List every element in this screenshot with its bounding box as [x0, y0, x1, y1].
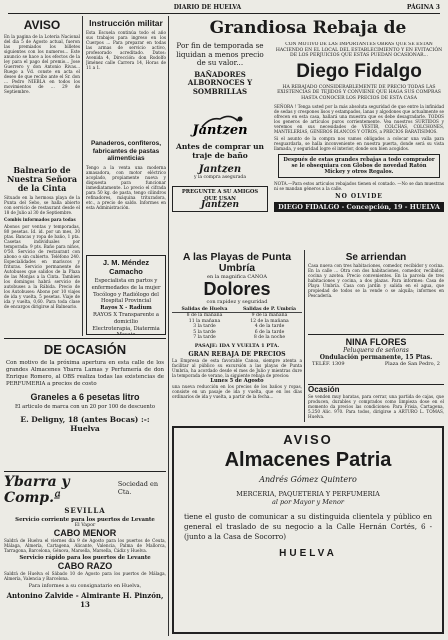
ocasion-wide-note: El articulo de marca con un 20 por 100 de descuento	[15, 404, 155, 410]
grandiosa-items: BAÑADORES ALBORNOCES Y SOMBRILLAS	[187, 69, 253, 96]
balneario-extra: Abonos por ventas y temporadas, 80 pesetas. Id. id. por un mes, 30 ptas. Bancas y ropa de baño, 1 pta. Casetas individuales por temporada: 9 pts. Baño para niños, 0'50. Servicio de restaurant con abono o sin cubierto. Teléfono 240. Especialidades en mariscos y frituras. Servicio permanente de Autobuses que salidos de la Plaza de las Monjas a la Cinta. Tambien los domingos habrá servicio de autobuses a la Rábida. Precio de los Autobuses: Abono por 10 viajes de ida y vuelta, 5 pesetas. Viaje de ida y vuelta, 0,60. Para toda clase de encargos dirigirse al Balneario.	[4, 224, 80, 309]
ybarra-service1: Servicio corriente para los puertos de Levante	[15, 517, 155, 523]
fidalgo-note: Si el asunto de la compra nos vamos obligados a colocar una valla para resguardarla, se halla inconveniente en nuestra puerta, donde será su vista llamada, y seguridad logre el interior, donde son bien acogidos.	[274, 135, 444, 151]
punta-times-head: Salidas de P. Umbría	[242, 307, 296, 312]
balneario-title: Balneario de Nuestra Señora de la Cinta	[6, 166, 78, 193]
fidalgo-boxed: Después de estas grandes rebajas a todo comprador se le obsequiara con Globos de novedad Ratón Mickey y otros Regalos.	[278, 154, 440, 179]
punta-sub2: con rapidez y seguridad	[206, 299, 268, 305]
ocasion-wide-body: Con motivo de la próxima apertura en esta calle de los grandes Almacenes Ybarra Lamas y Perfumería de don Enrique Romero, al OBS realiza todas las existencias de PERFUMERIA a precios de costo	[6, 360, 164, 387]
punta-times-cell: 11 la mañana	[188, 318, 221, 324]
patria-body: tiene el gusto de comunicar a su distinguida clientela y público en general el traslado de su negocio a la Calle Hernán Cortés, 6 - (junto a la Casa de Socorro)	[184, 512, 432, 541]
punta-name: Dolores	[203, 279, 271, 299]
page-header	[8, 4, 440, 14]
aviso-left-title: AVISO	[23, 18, 61, 32]
aviso-left-body: En la pagina de la Loteria Nacional del dia 5 de Agosto actual, fueron las premiados los billetes siguientes con los numeros... Este anuncio se hace a los efectos de la ley para el pago del premio... Jose Guerrero y don Antonio Rivas... Ruego a Vd. conste en acta el deseo de que recibo ante el Sr. don ... Pedro NIEBLA en todos los movimientos de ... 29 de Septiembre.	[4, 34, 80, 94]
punta-grande-body: La Empresa de esta favorable Canoa, siempre atenta a facilitar al público su excursión a las playas de Punta Umbría, ha acordado desde el mes de Julio y mientras dure la temporada de verano, la siguiente rebaja de precios:	[172, 357, 302, 378]
ybarra-city: SEVILLA	[64, 506, 106, 515]
punta-times-cell: 12 de la mañana	[250, 318, 289, 324]
arriendan-body: Casa nueva con tres habitaciones, comedor, recibidor y cocina. En la calle ... Otra con dos habitaciones, comedor, recibidor, cocina y azotea. Precio convenientes. En la parcela de tres habitaciones y cocina, a dos plazas. Para informes: Casa de Playa Umbría. Casa con jardín y salida en el agua, que propiedad de todos se la vende o se alquila; informes en Pescadería.	[308, 263, 444, 298]
ocasion-small-body: Se venden muy baratas, para cerrar, una partida de cajas, que producen, durables y comprados como limpieza dose en el momento da precios las condiciones: Para Frisia, Cartagena, 5.250 Alic. 970. Para todos, dirigirse a ARTURO L. TOMAS, Huelva.	[308, 394, 444, 419]
grandiosa-footer: PREGUNTE A SU AMIGOS QUE USAN	[181, 189, 259, 202]
column-rule	[304, 250, 305, 422]
fidalgo-address: DIEGO FIDALGO - Concepción, 19 - HUELVA	[274, 202, 444, 212]
patria-aviso-title: AVISO	[283, 432, 333, 447]
punta-times-row	[172, 335, 302, 341]
mendez-lines	[89, 278, 163, 335]
patria-store: Almacenes Patria	[224, 449, 392, 471]
mendez-ad	[86, 255, 166, 335]
instruccion-title: Instrucción militar	[89, 18, 163, 28]
mendez-title: J. M. Méndez Camacho	[102, 258, 150, 276]
panaderos-title: Panaderos, confiteros, fabricantes de pastas alimenticias	[90, 140, 162, 162]
ybarra-suffix: Sociedad en Cta.	[117, 480, 159, 496]
ocasion-small-ad	[308, 384, 444, 424]
patria-owner: Andrés Gómez Quintero	[259, 475, 357, 484]
instruccion-body: Esta Escuela continúa todo el año sus trabajos para ingreso en los Cuerpos ... Para preparar en todas las armas de servicio activo, profesorado acreditado. Datos: Avenida 4, Dirección: don Rodolfo Jiménez calle Carrera 14, Horas de 11 a 1.	[86, 30, 166, 70]
nina-address: Plaza de San Pedro, 2	[384, 361, 440, 367]
fidalgo-title: Diego Fidalgo	[296, 60, 422, 82]
ybarra-vapor1: CABO MENOR	[53, 528, 117, 538]
nina-title: NINA FLORES	[345, 337, 407, 347]
ocasion-wide-footer: E. Deligny, 18 (antes Bocas) :-: Huelva	[20, 415, 150, 433]
grandiosa-footer-box	[172, 186, 268, 212]
grandiosa-title-block	[172, 18, 444, 38]
column-rule	[82, 16, 83, 336]
punta-times-cell: 6 de la tarde	[254, 329, 285, 335]
patria-type: MERCERIA, PAQUETERIA Y PERFUMERIA	[236, 490, 380, 498]
ocasion-small-title: Ocasión	[308, 385, 340, 394]
mendez-line: RAYOS X Transparente a domicilio	[93, 311, 159, 325]
punta-times-cell: 4 de la tarde	[254, 324, 285, 330]
nina-contact	[308, 361, 444, 367]
ybarra-route1: Saldrá de Huelva el viernes día 9 de Agosto para los puertos de Ceuta, Málaga, Almería, Cartagena, Alicante, Valencia, Palma de Mallorca, Tarragona, Barcelona, Génova, Marsella, Marsella, Cádiz y Huelva.	[4, 538, 166, 553]
jantzen-ad	[172, 42, 268, 248]
punta-times-table	[172, 313, 302, 341]
ybarra-vapor2: CABO RAZO	[57, 561, 113, 571]
nina-phone: TELÉF. 1309	[312, 361, 345, 367]
grandiosa-slogan-2: y la compra asegurada	[194, 175, 246, 181]
fidalgo-olvide: NO OLVIDE	[335, 193, 383, 201]
instruccion-ad	[86, 18, 166, 140]
balneario-ad	[4, 166, 80, 336]
nina-sub: Peluquera de señoras	[343, 347, 409, 354]
fidalgo-sub: HA REBAJADO CONSIDERABLEMENTE DE PRECIO TODAS LAS EXISTENCIAS DE TEJIDOS Y CONVIENE QUE HAGA SUS COMPRAS HASTA CONOCER LOS PRECIOS DE ESTA CASA	[277, 84, 441, 101]
patria-type2: al por Mayor y Menor	[271, 498, 344, 506]
panaderos-body: Tengo a la venta una moderna amasadora, con motor eléctrico acoplado, propiamente nueva y dispuesta para funcionar inmediatamente. Lo precio el cifrada para 50 kg. de pasta, tengo cilindros refinadores, máquina trituradora, etc., a precio de saldo. Informes en esta Administración.	[86, 164, 166, 210]
grandiosa-tagline: Por fin de temporada se liquidan a menos precio de su valor...	[176, 42, 264, 68]
punta-sub: en la magnifica CANOA	[207, 274, 267, 280]
panaderos-ad	[86, 140, 166, 252]
grandiosa-title: Grandiosa Rebaja de	[209, 18, 407, 38]
aviso-left	[4, 18, 80, 164]
nina-flores-ad	[308, 334, 444, 382]
almacenes-patria-ad	[172, 426, 444, 634]
header-right: PÁGINA 3	[406, 4, 440, 11]
jantzen-brand-2: Jantzen	[198, 164, 242, 176]
ybarra-vapor-label: El Vapor	[74, 523, 96, 528]
jantzen-brand: Jantzen	[192, 123, 248, 139]
punta-times-cell: 9 de la mañana	[251, 313, 288, 318]
punta-times-cell: 3 la tarde	[193, 324, 216, 330]
nina-perm: Ondulación permanente, 15 Ptas.	[319, 354, 433, 361]
punta-times-cell: 5 la tarde	[193, 329, 216, 335]
grandiosa-slogan: Antes de comprar un traje de baño	[176, 142, 264, 161]
punta-tarifa-body: una nueva reducción en los precios de los baños y ropas, consiste en un pasaje de ida y vuelta, que en los días ordinarios de ida y vuelta, a partir de la fecha...	[172, 383, 302, 399]
mendez-line: Tocólogo y Radiólogo del Hospital Provincial	[93, 291, 159, 305]
ybarra-route2: Saldrá de Huelva el Sábado 10 de Agosto para los puertos de Málaga, Almería, Valencia y Barcelona.	[4, 571, 166, 581]
balneario-body: Situado en la hermosa playa de la Punta del Sebo, se halla abierto con servicio de restaurant desde el 18 de Julio al 30 de Septiembre.	[4, 195, 80, 215]
header-center: DIARIO DE HUELVA	[173, 4, 242, 11]
ybarra-title: Ybarra y Comp.ª	[4, 474, 70, 506]
fidalgo-ad	[274, 42, 444, 248]
jantzen-brand-3: Jantzen	[200, 200, 240, 211]
mendez-line: Electroterapia, Diatermia	[92, 325, 160, 332]
punta-times-cell: 8 de la noche	[253, 335, 286, 341]
ocasion-wide-ad	[4, 338, 166, 472]
column-rule	[168, 16, 169, 636]
ybarra-service2: Servicio rápido para los puertos de Levante	[19, 555, 151, 561]
fidalgo-nota: NOTA.—Para estos articulos rebajados tienen el contado. —No se dan muestras ni se mandan géneros a la calle.	[274, 181, 444, 192]
ybarra-info: Para informes a su consignatario en Huelva,	[28, 583, 142, 589]
punta-title: A las Playas de Punta Umbría	[182, 252, 292, 274]
fidalgo-intro: CON MOTIVO DE LAS IMPORTANTES OBRAS QUE SE ESTAN HACIENDO EN EL LOCAL DEL ESTABLECIMIENTO Y EN EVITACIÓN DE LOS PERJUICIOS QUE ESTAS PUEDAN OCASIONAR...	[275, 42, 443, 59]
ocasion-wide-price: Graneles a 6 pesetas litro	[30, 392, 140, 402]
punta-umbria-ad	[172, 252, 302, 422]
patria-city: HUELVA	[279, 548, 337, 559]
punta-times-cell: 8 de la mañana	[186, 313, 223, 318]
punta-tarifa: Lunes 5 de Agosto	[210, 377, 264, 384]
ybarra-agent: Antonino Zalvide - Almirante H. Pinzón, 13	[6, 591, 164, 609]
mendez-line: Especialista en partos y enfermedades de la mujer	[91, 278, 161, 291]
arriendan-title: Se arriendan	[345, 252, 407, 263]
diving-girl-logo	[172, 99, 268, 139]
ybarra-ad	[4, 474, 166, 636]
punta-times-head: Salidas de Huelva	[181, 307, 228, 312]
se-arriendan-ad	[308, 252, 444, 332]
jantzen-logo-area	[172, 99, 268, 139]
mendez-line: Rayos X - Radium	[100, 305, 152, 312]
mendez-line	[89, 332, 163, 335]
balneario-sub: Combis informados para todas	[4, 217, 76, 222]
punta-grande: GRAN REBAJA DE PRECIOS	[188, 350, 286, 358]
ocasion-wide-title: DE OCASIÓN	[43, 342, 127, 357]
punta-times-cell: 7 la tarde	[193, 335, 216, 341]
punta-note: PASAJE: IDA Y VUELTA 1 PTA.	[194, 342, 280, 349]
fidalgo-body: SEÑORA ! Tenga usted por la más absoluta seguridad de que entre la infinidad de sedas y crespones lisos y estampados, lanas y algodones que actualmente se ofrecen en esta casa, hallará una muestra que es debe desagradarle. TODOS los generos de artículos puros corrientemente. Vea nuestros SURTIDOS y veremos en sus necesidades de VESTIR, COLCHAS, COLCHONES, MANTELERIAS, GENEROS BLANCOS Y OTROS, a PRECIOS BARATISIMOS.	[274, 103, 444, 134]
